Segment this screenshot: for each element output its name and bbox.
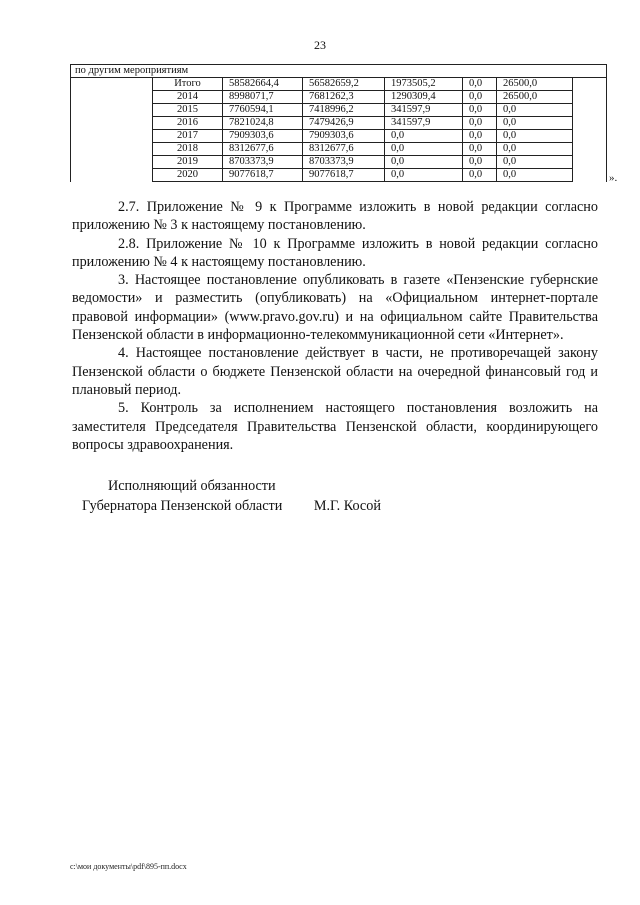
table-value-cell: 7479426,9	[303, 117, 385, 130]
table-value-cell: 0,0	[463, 78, 497, 91]
table-value-cell: 7760594,1	[223, 104, 303, 117]
table-blank-cell	[71, 78, 153, 91]
table-value-cell: 0,0	[497, 156, 573, 169]
table-value-cell: 9077618,7	[223, 169, 303, 182]
paragraph-3: 3. Настоящее постановление опубликовать в газете «Пензенские губернские ведомости» и разместить (опубликовать) на «Официальном интернет-портале правовой информации» (www.pravo.gov.ru) и на официальном сайте Правительства Пензенской области в информационно-телекоммуникационной сети «Интернет».	[72, 272, 598, 344]
table-value-cell: 0,0	[385, 169, 463, 182]
table-blank-cell	[71, 91, 153, 104]
table-value-cell: 56582659,2	[303, 78, 385, 91]
paragraph-4: 4. Настоящее постановление действует в части, не противоречащей закону Пензенской области о бюджете Пензенской области на очередной финансовый год и плановый период.	[72, 345, 598, 398]
table-year-cell: 2018	[153, 143, 223, 156]
table-value-cell: 7909303,6	[223, 130, 303, 143]
table-row	[71, 169, 607, 182]
table-value-cell: 0,0	[497, 130, 573, 143]
table-blank-cell	[573, 169, 607, 182]
table-value-cell: 0,0	[497, 104, 573, 117]
table-blank-cell	[71, 143, 153, 156]
table-value-cell: 8312677,6	[223, 143, 303, 156]
table-value-cell: 8703373,9	[303, 156, 385, 169]
table-value-cell: 0,0	[497, 117, 573, 130]
signature-position: Губернатора Пензенской области	[82, 498, 283, 514]
table-value-cell: 0,0	[463, 117, 497, 130]
table-row	[71, 143, 607, 156]
signature-position-line	[82, 496, 381, 516]
table-value-cell: 0,0	[463, 156, 497, 169]
table-year-cell: 2014	[153, 91, 223, 104]
table-row	[71, 130, 607, 143]
body-text	[72, 198, 598, 454]
paragraph-2-8: 2.8. Приложение № 10 к Программе изложить в новой редакции согласно приложению № 4 к настоящему постановлению.	[72, 235, 598, 270]
table-value-cell: 0,0	[385, 143, 463, 156]
table-value-cell: 7418996,2	[303, 104, 385, 117]
table-value-cell: 0,0	[463, 143, 497, 156]
table-value-cell: 8998071,7	[223, 91, 303, 104]
table-value-cell: 9077618,7	[303, 169, 385, 182]
table-value-cell: 0,0	[497, 169, 573, 182]
table-value-cell: 0,0	[463, 130, 497, 143]
table-value-cell: 8312677,6	[303, 143, 385, 156]
table-row	[71, 91, 607, 104]
file-path-footer: c:\мои документы\pdf\895-пп.docx	[70, 862, 187, 871]
table-value-cell: 58582664,4	[223, 78, 303, 91]
table-year-cell: 2020	[153, 169, 223, 182]
table-value-cell: 341597,9	[385, 117, 463, 130]
table-blank-cell	[573, 143, 607, 156]
table-value-cell: 1290309,4	[385, 91, 463, 104]
table-value-cell: 0,0	[463, 104, 497, 117]
table-year-cell: 2015	[153, 104, 223, 117]
table-row	[71, 117, 607, 130]
table-value-cell: 341597,9	[385, 104, 463, 117]
table-year-cell: 2019	[153, 156, 223, 169]
table-row	[71, 104, 607, 117]
table-blank-cell	[71, 156, 153, 169]
closing-quote-mark: ».	[609, 172, 618, 184]
table-blank-cell	[573, 156, 607, 169]
table-blank-cell	[573, 130, 607, 143]
table-value-cell: 0,0	[385, 156, 463, 169]
table-year-cell: 2017	[153, 130, 223, 143]
table-blank-cell	[71, 130, 153, 143]
page-number: 23	[314, 38, 326, 52]
table-value-cell: 8703373,9	[223, 156, 303, 169]
table-year-cell: 2016	[153, 117, 223, 130]
table-value-cell: 1973505,2	[385, 78, 463, 91]
table-blank-cell	[573, 78, 607, 91]
signature-title-line: Исполняющий обязанности	[108, 478, 276, 494]
table-value-cell: 7681262,3	[303, 91, 385, 104]
table-value-cell: 7909303,6	[303, 130, 385, 143]
table-value-cell: 0,0	[463, 169, 497, 182]
table-header-cell: по другим мероприятиям	[71, 65, 607, 78]
table-row	[71, 156, 607, 169]
table-value-cell: 26500,0	[497, 91, 573, 104]
table-value-cell: 0,0	[497, 143, 573, 156]
signatory-name: М.Г. Косой	[313, 498, 381, 514]
paragraph-5: 5. Контроль за исполнением настоящего постановления возложить на заместителя Председателя Правительства Пензенской области, координирующего вопросы здравоохранения.	[72, 400, 598, 453]
paragraph-2-7: 2.7. Приложение № 9 к Программе изложить в новой редакции согласно приложению № 3 к настоящему постановлению.	[72, 199, 598, 234]
table-blank-cell	[71, 104, 153, 117]
table-value-cell: 7821024,8	[223, 117, 303, 130]
table-blank-cell	[71, 117, 153, 130]
table-value-cell: 0,0	[385, 130, 463, 143]
table-row	[71, 78, 607, 91]
table-blank-cell	[71, 169, 153, 182]
table-blank-cell	[573, 104, 607, 117]
signature-block	[82, 476, 381, 516]
table-year-cell: Итого	[153, 78, 223, 91]
table-value-cell: 26500,0	[497, 78, 573, 91]
table-header-row	[71, 65, 607, 78]
funding-table	[70, 64, 607, 182]
table-blank-cell	[573, 117, 607, 130]
table-value-cell: 0,0	[463, 91, 497, 104]
table-blank-cell	[573, 91, 607, 104]
